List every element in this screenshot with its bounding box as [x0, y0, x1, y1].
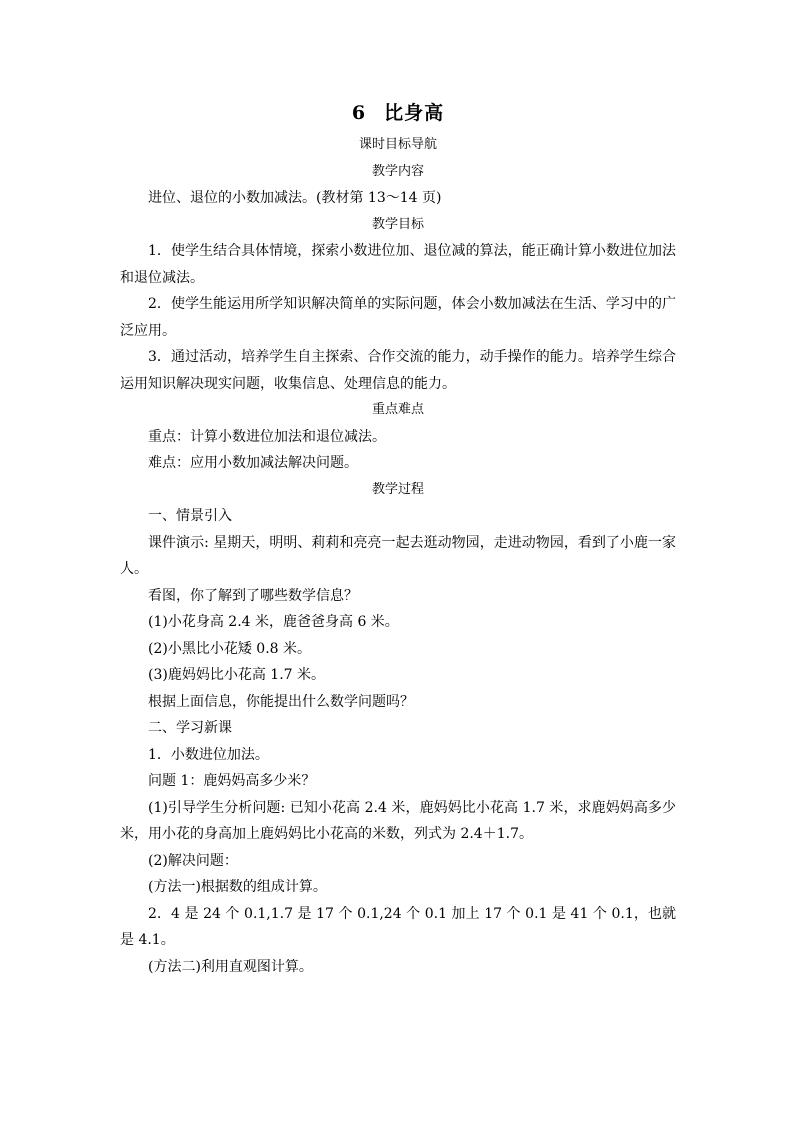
goal-item: 2．使学生能运用所学知识解决简单的实际问题，体会小数加减法在生活、学习中的广泛应用。	[120, 296, 676, 339]
info-item: (2)小黑比小花矮 0.8 米。	[148, 640, 311, 657]
goal-item: 1．使学生结合具体情境，探索小数进位加、退位减的算法，能正确计算小数进位加法和退位减法。	[120, 243, 676, 286]
info-item: (3)鹿妈妈比小花高 1.7 米。	[148, 667, 325, 683]
question-paragraph: 看图，你了解到了哪些数学信息？	[148, 587, 358, 604]
method-paragraph: (方法一)根据数的组成计算。	[148, 879, 327, 895]
process-heading: 教学过程	[371, 481, 424, 497]
lesson-title	[120, 98, 676, 128]
document-page	[120, 98, 676, 980]
goal-item: 3．通过活动，培养学生自主探索、合作交流的能力，动手操作的能力。培养学生综合运用知识解决现实问题，收集信息、处理信息的能力。	[120, 349, 676, 392]
analysis-paragraph: (1)引导学生分析问题: 已知小花高 2.4 米，鹿妈妈比小花高 1.7 米，求鹿妈妈高多少米，用小花的身高加上鹿妈妈比小花高的米数，列式为 2.4＋1.7。	[120, 799, 676, 842]
question-paragraph: 根据上面信息，你能提出什么数学问题吗？	[148, 693, 414, 710]
info-item: (1)小花身高 2.4 米，鹿爸爸身高 6 米。	[148, 614, 399, 630]
difficult-point: 难点：应用小数加减法解决问题。	[148, 455, 358, 471]
intro-paragraph: 课件演示: 星期天，明明、莉莉和亮亮一起去逛动物园，走进动物园，看到了小鹿一家人。	[120, 534, 676, 577]
method-paragraph: (方法二)利用直观图计算。	[148, 958, 313, 975]
key-point: 重点：计算小数进位加法和退位减法。	[148, 428, 386, 445]
lesson-title-text: 比身高	[384, 102, 445, 124]
section-nav-heading: 课时目标导航	[358, 137, 437, 152]
section-heading: 二、学习新课	[148, 720, 232, 736]
keypoints-heading: 重点难点	[371, 402, 424, 417]
calc-paragraph: 2．4 是 24 个 0.1,1.7 是 17 个 0.1,24 个 0.1 加上 17 个 0.1 是 41 个 0.1，也就是 4.1。	[120, 905, 676, 948]
problem-paragraph: 问题 1：鹿妈妈高多少米？	[148, 773, 316, 789]
content-paragraph: 进位、退位的小数加减法。(教材第 13～14 页)	[148, 190, 442, 206]
section-heading: 一、情景引入	[148, 508, 232, 524]
solve-paragraph: (2)解决问题：	[148, 852, 238, 869]
lesson-number: 6	[351, 102, 367, 124]
goals-heading: 教学目标	[371, 216, 424, 232]
content-heading: 教学内容	[371, 163, 424, 179]
subsection-heading: 1．小数进位加法。	[148, 746, 269, 763]
